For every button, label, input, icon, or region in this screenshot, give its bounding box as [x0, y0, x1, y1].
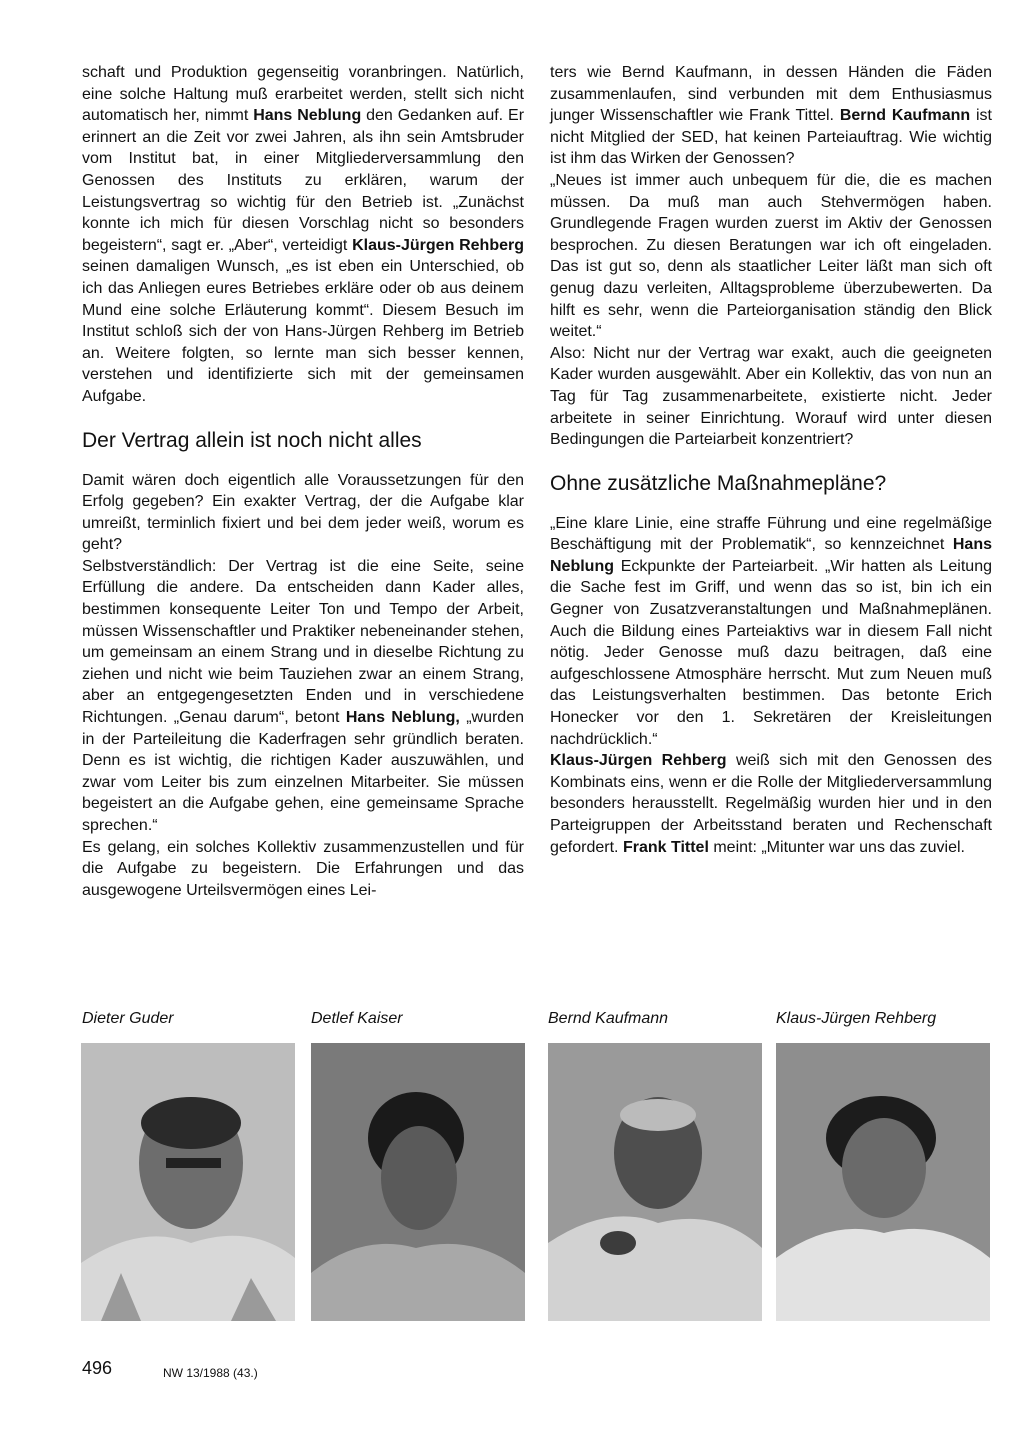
right-column	[550, 62, 992, 858]
section-heading: Der Vertrag allein ist noch nicht alles	[82, 428, 422, 452]
portrait-photo	[81, 1043, 295, 1321]
portrait-photo	[776, 1043, 990, 1321]
photo-caption: Detlef Kaiser	[311, 1010, 403, 1027]
photo-caption: Bernd Kaufmann	[548, 1010, 669, 1027]
person-name: Hans Neblung	[550, 536, 992, 575]
person-name: Klaus-Jürgen Rehberg	[550, 752, 727, 770]
person-name: Frank Tittel	[622, 838, 709, 856]
paragraph: schaft und Produktion gegenseitig voranbringen. Natürlich, eine solche Haltung muß erarbeitet werden, stellt sich nicht automatisch her, nimmt Hans Neblung den Gedanken auf. Er erinnert an die Zeit vor zwei Jahren, als ihn sein Amtsbruder vom Institut bat, in einer Mitgliederversammlung den Genossen des Instituts zu erklären, warum der Leistungsvertrag so wichtig für den Betrieb ist. „Zunächst konnte ich mich für diesen Vorschlag nicht so besonders begeistern“, sagt er. „Aber“, verteidigt Klaus-Jürgen Rehberg seinen damaligen Wunsch, „es ist eben ein Unterschied, ob ich das Anliegen eures Betriebes erkläre oder ob aus deinem Mund eine solche Erläuterung kommt“. Diesem Besuch im Institut schloß sich der von Hans-Jürgen Rehberg im Betrieb an. Weitere folgten, so lernte man sich besser kennen, verstehen und identifizierte sich mit der gemeinsamen Aufgabe.	[82, 64, 525, 405]
paragraph: Also: Nicht nur der Vertrag war exakt, auch die geeigneten Kader wurden ausgewählt. Aber ein Kollektiv, das von nun an Tag für Tag zusammenarbeitete, existierte nicht. Jeder arbeitete in seiner Einrichtung. Worauf wird unter diesen Bedingungen die Parteiarbeit konzentriert?	[550, 344, 992, 449]
photo-caption: Dieter Guder	[82, 1010, 174, 1027]
page-number: 496	[82, 1358, 113, 1378]
person-name: Bernd Kaufmann	[839, 107, 971, 125]
person-name: Hans Neblung,	[345, 709, 460, 727]
paragraph: ters wie Bernd Kaufmann, in dessen Händen die Fäden zusammenlaufen, sind verbunden mit dem Enthusiasmus junger Wissenschaftler wie Frank Tittel. Bernd Kaufmann ist nicht Mitglied der SED, hat keinen Parteiauftrag. Wie wichtig ist ihm das Wirken der Genossen?	[550, 64, 992, 168]
paragraph: Damit wären doch eigentlich alle Voraussetzungen für den Erfolg gegeben? Ein exakter Vertrag, der die Aufgabe klar umreißt, terminlich fixiert und bei dem jeder weiß, worum es geht?	[82, 471, 524, 554]
paragraph: Klaus-Jürgen Rehberg weiß sich mit den Genossen des Kombinats eins, wenn er die Rolle der Mitgliederversammlung besonders herausstellt. Regelmäßig wurden hier und in den Parteigruppen der Arbeitsstand beraten und Rechenschaft gefordert. Frank Tittel meint: „Mitunter war uns das zuviel.	[550, 752, 992, 856]
paragraph: „Neues ist immer auch unbequem für die, die es machen müssen. Da muß man auch Stehvermögen haben. Grundlegende Fragen wurden zuerst im Aktiv der Genossen besprochen. Zu diesen Beratungen war ich oft eingeladen. Das ist gut so, denn als staatlicher Leiter läßt man sich oft genug dazu verleiten, Alltagsprobleme überzubewerten. Da hilft es sehr, wenn die Parteiorganisation ständig den Blick weitet.“	[550, 171, 992, 341]
paragraph: Selbstverständlich: Der Vertrag ist die eine Seite, seine Erfüllung die andere. Da entscheiden dann Kader alles, bestimmen konsequente Leiter Ton und Tempo der Arbeit, müssen Wissenschaftler und Praktiker nebeneinander stehen, um gemeinsam an einem Strang und in dieselbe Richtung zu ziehen und nicht wie beim Tauziehen zwar an einem Strang, aber an entgegengesetzten Enden und in verschiedene Richtungen. „Genau darum“, betont Hans Neblung, „wurden in der Parteileitung die Kaderfragen sehr gründlich beraten. Denn es ist wichtig, die richtigen Kader auszuwählen, und zwar vom Leiter bis zum einzelnen Mitarbeiter. Sie müssen begeistert an die Aufgabe gehen, eine gemeinsame Sprache sprechen.“	[82, 557, 524, 834]
person-name: Hans Neblung	[253, 107, 362, 125]
left-column	[82, 62, 524, 901]
person-name: Klaus-Jürgen Rehberg	[352, 236, 524, 254]
section-heading: Ohne zusätzliche Maßnahmepläne?	[550, 471, 887, 495]
photo-caption: Klaus-Jürgen Rehberg	[776, 1010, 937, 1027]
portrait-photo	[548, 1043, 762, 1321]
portrait-photo	[311, 1043, 525, 1321]
paragraph: „Eine klare Linie, eine straffe Führung und eine regelmäßige Beschäftigung mit der Problematik“, so kennzeichnet Hans Neblung Eckpunkte der Parteiarbeit. „Wir hatten als Leitung die Sache fest im Griff, und wenn das so ist, bin ich ein Gegner von Zusatzveranstaltungen und Maßnahmeplänen. Auch die Bildung eines Parteiaktivs war in diesem Fall nicht nötig. Jeder Genosse muß dazu beitragen, daß eine aufgeschlossene Atmosphäre herrscht. Mut zum Neuen muß das Leistungsverhalten bestimmen. Das betonte Erich Honecker vor den 1. Sekretären der Kreisleitungen nachdrücklich.“	[550, 514, 992, 748]
paragraph: Es gelang, ein solches Kollektiv zusammenzustellen und für die Aufgabe zu begeistern. Die Erfahrungen und das ausgewogene Urteilsvermögen eines Lei-	[82, 838, 524, 899]
issue-info: NW 13/1988 (43.)	[163, 1366, 258, 1380]
